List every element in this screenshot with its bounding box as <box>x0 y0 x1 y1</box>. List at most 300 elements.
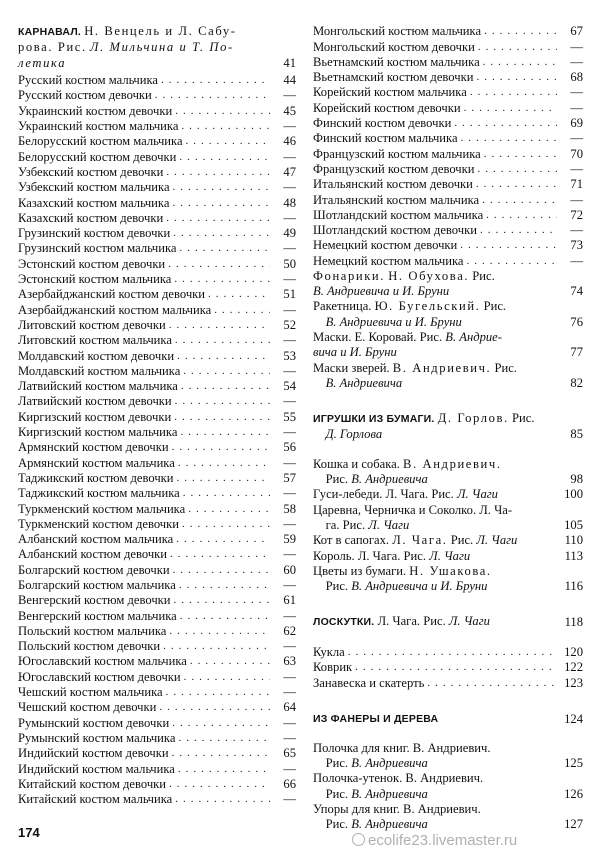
toc-row <box>18 562 296 577</box>
leader-dots <box>180 364 270 379</box>
leader-dots <box>163 211 270 226</box>
entry-illustrators: В. Андриевича и И. Бруни <box>351 579 488 594</box>
toc-entry-koshka <box>313 457 583 488</box>
toc-row <box>18 241 296 256</box>
page-ref: 56 <box>283 440 296 455</box>
entry-ris: Рис. <box>325 786 349 801</box>
entry-author: Л. Чага. <box>392 533 448 548</box>
page-ref: 61 <box>283 593 296 608</box>
page-ref: — <box>283 394 296 409</box>
toc-row-title: Занавеска и скатерть <box>313 675 425 690</box>
page-ref: 45 <box>283 103 296 118</box>
leader-dots <box>158 73 270 88</box>
page-ref: 44 <box>283 73 296 88</box>
section-title-igrushki: ИГРУШКИ ИЗ БУМАГИ. <box>313 413 435 426</box>
page-ref: 60 <box>283 562 296 577</box>
page-ref: — <box>283 577 296 592</box>
toc-row-title: Итальянский костюм девочки <box>313 177 473 192</box>
toc-row-title: Туркменский костюм девочки <box>18 516 179 531</box>
toc-row <box>18 287 296 302</box>
toc-row <box>18 211 296 226</box>
entry-author: Л. Чага. <box>357 548 401 563</box>
entry-author: Л. Ча- <box>479 502 513 517</box>
page-ref: 52 <box>283 317 296 332</box>
toc-row-title: Польский костюм девочки <box>18 639 161 654</box>
leader-dots <box>461 101 557 116</box>
page-ref: 70 <box>570 146 583 161</box>
toc-row <box>18 486 296 501</box>
toc-row <box>18 348 296 363</box>
leader-dots <box>187 654 270 669</box>
page-ref: 76 <box>570 314 583 329</box>
leader-dots <box>163 165 270 180</box>
toc-row-title: Немецкий костюм мальчика <box>313 253 464 268</box>
page-ref: 77 <box>570 345 583 360</box>
entry-author: Ю. Бугельский. <box>374 299 481 314</box>
toc-row-title: Вьетнамский костюм мальчика <box>313 54 480 69</box>
toc-row <box>18 761 296 776</box>
leader-dots <box>156 700 270 715</box>
entry-illustrators: В. Андриевича <box>351 786 428 801</box>
toc-row <box>18 700 296 715</box>
left-column <box>18 24 296 807</box>
toc-row <box>313 39 583 54</box>
toc-row-title: Итальянский костюм мальчика <box>313 192 480 207</box>
leader-dots <box>481 147 557 162</box>
toc-row <box>18 379 296 394</box>
toc-row <box>18 119 296 134</box>
leader-dots <box>160 639 270 654</box>
page-ref: 67 <box>570 24 583 39</box>
page-ref: 118 <box>564 615 583 630</box>
toc-row <box>18 149 296 164</box>
leader-dots <box>172 394 270 409</box>
entry-ris: Рис. <box>512 411 535 426</box>
toc-row-title: Армянский костюм девочки <box>18 440 169 455</box>
page-ref: 100 <box>564 487 583 502</box>
toc-row-title: Киргизский костюм мальчика <box>18 425 178 440</box>
entry-authors: Н. Венцель и Л. Сабу- <box>84 24 237 38</box>
page-ref: — <box>570 54 583 69</box>
page-ref: 124 <box>564 711 583 726</box>
page-ref: 116 <box>564 579 583 594</box>
entry-title: Король. <box>313 548 355 563</box>
leader-dots <box>170 226 270 241</box>
page-ref: — <box>570 100 583 115</box>
leader-dots <box>178 379 270 394</box>
leader-dots <box>345 645 557 660</box>
leader-dots <box>166 777 270 792</box>
toc-row <box>18 593 296 608</box>
toc-row-title: Кукла <box>313 644 345 659</box>
toc-row <box>18 409 296 424</box>
page-ref: 110 <box>564 533 583 548</box>
toc-row-title: Французский костюм девочки <box>313 161 475 176</box>
toc-row <box>18 318 296 333</box>
toc-row-title: Молдавский костюм девочки <box>18 348 175 363</box>
entry-title: Полочка для книг. <box>313 740 410 755</box>
leader-dots <box>174 471 270 486</box>
toc-row-title: Шотландский костюм девочки <box>313 223 477 238</box>
copyright-icon <box>352 833 365 846</box>
toc-entry-raketnica <box>313 299 583 330</box>
entry-title: Кошка и собака. <box>313 456 400 471</box>
page-ref: 82 <box>570 375 583 390</box>
page-ref: — <box>283 119 296 134</box>
entry-author: Д. Горлов. <box>437 411 509 426</box>
toc-row <box>18 440 296 455</box>
toc-row-title: Армянский костюм мальчика <box>18 455 175 470</box>
leader-dots <box>171 272 270 287</box>
page-ref: 113 <box>564 548 583 563</box>
toc-row <box>313 85 583 100</box>
toc-row-title: Литовский костюм мальчика <box>18 333 172 348</box>
page-ref: — <box>283 547 296 562</box>
entry-illustrators: В. Андриевича и И. Бруни <box>325 314 462 329</box>
toc-row-title: Туркменский костюм мальчика <box>18 501 186 516</box>
toc-row-title: Азербайджанский костюм мальчика <box>18 302 212 317</box>
toc-row-title: Албанский костюм мальчика <box>18 532 174 547</box>
entry-illustrators: Л. Мильчина и Т. По- <box>89 40 234 55</box>
page-ref: 105 <box>564 517 583 532</box>
toc-row-title: Французский костюм мальчика <box>313 146 481 161</box>
entry-author: В. Андриевич. <box>405 771 484 786</box>
toc-row <box>18 532 296 547</box>
page-ref: — <box>283 486 296 501</box>
page-ref: 50 <box>283 256 296 271</box>
page-ref: 73 <box>570 238 583 253</box>
toc-row <box>313 208 583 223</box>
leader-dots <box>473 177 557 192</box>
entry-title: Полочка-утенок. <box>313 771 403 786</box>
leader-dots <box>169 440 270 455</box>
page-ref: 59 <box>283 532 296 547</box>
page-ref: 125 <box>564 756 583 771</box>
toc-row-title: Польский костюм мальчика <box>18 623 167 638</box>
toc-row-title: Индийский костюм девочки <box>18 746 169 761</box>
entry-ris: Рис. <box>450 533 474 548</box>
leader-dots <box>473 70 557 85</box>
toc-row <box>18 88 296 103</box>
page-ref: 74 <box>570 284 583 299</box>
entry-illustrators: Л. Чаги <box>448 614 490 629</box>
watermark-text: ecolife23.livemaster.ru <box>368 832 518 849</box>
toc-row-title: Латвийский костюм девочки <box>18 394 172 409</box>
toc-row <box>313 660 583 675</box>
entry-title: Ракетница. <box>313 299 372 314</box>
toc-row <box>18 272 296 287</box>
entry-title: Маски зверей. <box>313 360 390 375</box>
page-ref: — <box>283 730 296 745</box>
toc-row <box>313 55 583 70</box>
page-ref: — <box>570 85 583 100</box>
toc-row <box>313 675 583 690</box>
toc-row-title: Украинский костюм девочки <box>18 103 173 118</box>
entry-title: Упоры для книг. <box>313 802 400 817</box>
toc-row <box>18 685 296 700</box>
entry-illustrators: В. Андрие- <box>445 329 502 344</box>
toc-row <box>18 746 296 761</box>
toc-row-title: Китайский костюм мальчика <box>18 792 173 807</box>
toc-row <box>18 103 296 118</box>
leader-dots <box>173 532 270 547</box>
toc-row-title: Коврик <box>313 660 353 675</box>
page-ref: 122 <box>564 660 583 675</box>
leader-dots <box>451 116 557 131</box>
toc-row-title: Грузинский костюм мальчика <box>18 241 177 256</box>
leader-dots <box>479 193 557 208</box>
leader-dots <box>166 624 270 639</box>
page-ref: 48 <box>283 195 296 210</box>
leader-dots <box>170 180 270 195</box>
toc-row-title: Чешский костюм мальчика <box>18 685 163 700</box>
toc-row <box>18 715 296 730</box>
toc-row-title: Чешский костюм девочки <box>18 700 157 715</box>
leader-dots <box>170 563 270 578</box>
entry-illustrators: В. Андриевича <box>351 756 428 771</box>
page-ref: 58 <box>283 501 296 516</box>
leader-dots <box>205 287 270 302</box>
page-ref: — <box>283 180 296 195</box>
toc-row <box>18 134 296 149</box>
toc-row-title: Югославский костюм девочки <box>18 669 181 684</box>
toc-entry-fonariki <box>313 269 583 300</box>
toc-row <box>313 146 583 161</box>
toc-entry-cvety <box>313 564 583 595</box>
page-ref: 98 <box>570 472 583 487</box>
toc-row <box>18 578 296 593</box>
page-ref: 62 <box>283 623 296 638</box>
toc-row-title: Венгерский костюм девочки <box>18 593 171 608</box>
entry-illustrators: В. Андриевича и И. Бруни <box>313 284 450 299</box>
page-ref: 54 <box>283 379 296 394</box>
page-ref: — <box>283 88 296 103</box>
toc-row <box>18 394 296 409</box>
leader-dots <box>175 731 270 746</box>
toc-entry-upory <box>313 802 583 833</box>
entry-title: Маски. <box>313 329 352 344</box>
toc-row-title: Узбекский костюм мальчика <box>18 180 170 195</box>
toc-row-title: Русский костюм девочки <box>18 88 152 103</box>
toc-row-title: Белорусский костюм мальчика <box>18 134 183 149</box>
page-ref: 57 <box>283 470 296 485</box>
page-ref: 46 <box>283 134 296 149</box>
toc-row-title: Болгарский костюм девочки <box>18 562 170 577</box>
toc-row <box>313 24 583 39</box>
page-ref: — <box>283 149 296 164</box>
toc-row-title: Корейский костюм мальчика <box>313 85 467 100</box>
toc-row <box>313 645 583 660</box>
entry-title: Царевна, Черничка и Соколко. <box>313 502 477 517</box>
page-ref: — <box>283 272 296 287</box>
toc-row-title: Эстонский костюм мальчика <box>18 272 172 287</box>
entry-title: Кот в сапогах. <box>313 533 390 548</box>
toc-entry-fanera <box>313 711 583 727</box>
entry-ris: Рис. <box>483 299 507 314</box>
toc-row-title: Киргизский костюм девочки <box>18 409 172 424</box>
toc-row-title: Болгарский костюм мальчика <box>18 577 176 592</box>
leader-dots <box>177 241 271 256</box>
entry-author: Н. Обухова. <box>388 268 470 283</box>
toc-row <box>18 333 296 348</box>
page-ref: 47 <box>283 164 296 179</box>
leader-dots <box>169 716 270 731</box>
entry-ris: Рис. <box>431 487 454 502</box>
leader-dots <box>180 486 270 501</box>
entry-illustrators: В. Андриевича <box>351 472 428 487</box>
page-ref: — <box>283 685 296 700</box>
page-ref: — <box>570 131 583 146</box>
leader-dots <box>172 792 270 807</box>
entry-author: В. Андриевич. <box>392 360 492 375</box>
page-ref: 127 <box>564 817 583 832</box>
leader-dots <box>424 676 557 691</box>
entry-title: Гуси-лебеди. <box>313 487 383 502</box>
toc-row-title: Индийский костюм мальчика <box>18 761 175 776</box>
page-ref: — <box>570 161 583 176</box>
entry-ris: Рис. <box>325 579 349 594</box>
toc-row <box>313 253 583 268</box>
toc-row-title: Албанский костюм девочки <box>18 547 168 562</box>
leader-dots <box>475 162 558 177</box>
leader-dots <box>163 685 270 700</box>
entry-illustrators: Л. Чаги <box>476 533 518 548</box>
toc-row <box>18 731 296 746</box>
page-ref: 69 <box>570 116 583 131</box>
entry-ris: Рис. <box>472 268 495 283</box>
page-ref: — <box>570 223 583 238</box>
toc-row-title: Корейский костюм девочки <box>313 100 461 115</box>
right-column <box>313 24 583 833</box>
page-ref: — <box>283 210 296 225</box>
section-title-loskutki: ЛОСКУТКИ. <box>313 616 375 629</box>
toc-entry-maski <box>313 330 583 361</box>
leader-dots <box>169 196 270 211</box>
toc-row <box>313 162 583 177</box>
leader-dots <box>178 119 270 134</box>
toc-entry-utenok <box>313 771 583 802</box>
leader-dots <box>181 670 270 685</box>
left-entry-list <box>18 73 296 807</box>
toc-row-title: Молдавский костюм мальчика <box>18 363 181 378</box>
toc-row <box>313 238 583 253</box>
toc-row-title: Румынский костюм мальчика <box>18 730 176 745</box>
entry-title: Цветы из бумаги. <box>313 563 407 578</box>
toc-row-title: Латвийский костюм мальчика <box>18 379 178 394</box>
entry-illustrators-cont: летика <box>18 55 67 70</box>
toc-row-title: Узбекский костюм девочки <box>18 164 164 179</box>
page-ref: 85 <box>570 427 583 442</box>
entry-ris: Рис. <box>325 472 349 487</box>
page-ref: — <box>283 241 296 256</box>
page-ref: 49 <box>283 226 296 241</box>
toc-entry-polochka <box>313 741 583 772</box>
toc-entry-karnaval <box>18 24 296 71</box>
page-ref: — <box>283 333 296 348</box>
page-ref: — <box>283 363 296 378</box>
entry-illustrators: В. Андриевича <box>325 375 403 390</box>
toc-row-title: Финский костюм девочки <box>313 116 452 131</box>
toc-row <box>18 180 296 195</box>
leader-dots <box>177 425 270 440</box>
toc-row-title: Немецкий костюм девочки <box>313 238 458 253</box>
watermark <box>352 832 517 849</box>
section-title-fanera: ИЗ ФАНЕРЫ И ДЕРЕВА <box>313 712 439 725</box>
toc-row <box>18 165 296 180</box>
toc-row-title: Румынский костюм девочки <box>18 715 170 730</box>
leader-dots <box>172 104 270 119</box>
page-ref: 51 <box>283 287 296 302</box>
toc-row-title: Украинский костюм мальчика <box>18 119 179 134</box>
toc-row <box>18 226 296 241</box>
leader-dots <box>176 578 270 593</box>
leader-dots <box>477 223 557 238</box>
leader-dots <box>165 257 270 272</box>
entry-author: Л. Чага. <box>385 487 429 502</box>
page-ref: 71 <box>570 177 583 192</box>
toc-entry-loskutki <box>313 614 583 630</box>
toc-row <box>313 177 583 192</box>
leader-dots <box>174 349 270 364</box>
toc-row-title: Югославский костюм мальчика <box>18 654 187 669</box>
page-ref: — <box>570 192 583 207</box>
toc-row-title: Китайский костюм девочки <box>18 776 167 791</box>
leader-dots <box>175 762 270 777</box>
toc-row-title: Русский костюм мальчика <box>18 73 159 88</box>
toc-row <box>18 501 296 516</box>
page-ref: — <box>283 302 296 317</box>
entry-author: В. Андриевич. <box>403 802 481 817</box>
page-ref: 63 <box>283 654 296 669</box>
toc-row-title: Таджикский костюм девочки <box>18 470 174 485</box>
leader-dots <box>179 517 270 532</box>
entry-ris: Рис. <box>494 360 517 375</box>
page-number: 174 <box>18 825 40 840</box>
toc-entry-maski-zverey <box>313 361 583 392</box>
entry-ris: Рис. <box>419 329 443 344</box>
leader-dots <box>166 318 270 333</box>
leader-dots <box>475 40 557 55</box>
page-ref: — <box>283 761 296 776</box>
toc-row <box>313 70 583 85</box>
entry-ris: Рис. <box>325 756 349 771</box>
toc-row-title: Шотландский костюм мальчика <box>313 207 484 222</box>
toc-row <box>18 669 296 684</box>
toc-row <box>18 654 296 669</box>
page-ref: — <box>283 669 296 684</box>
toc-row-title: Монгольский костюм девочки <box>313 39 475 54</box>
leader-dots <box>176 150 270 165</box>
toc-row <box>18 425 296 440</box>
leader-dots <box>464 254 557 269</box>
leader-dots <box>177 609 270 624</box>
toc-row-title: Вьетнамский костюм девочки <box>313 70 474 85</box>
toc-row <box>18 608 296 623</box>
leader-dots <box>171 410 270 425</box>
toc-row <box>313 100 583 115</box>
entry-ris: Рис. <box>403 548 427 563</box>
leader-dots <box>169 746 270 761</box>
page-ref: 64 <box>283 700 296 715</box>
leader-dots <box>467 85 557 100</box>
toc-row-title: Грузинский костюм девочки <box>18 226 171 241</box>
toc-row-title: Таджикский костюм мальчика <box>18 486 180 501</box>
page-ref: 41 <box>283 55 296 70</box>
leader-dots <box>480 55 557 70</box>
entry-author: В. Андриевич. <box>403 456 502 471</box>
toc-row <box>18 302 296 317</box>
toc-row <box>18 256 296 271</box>
